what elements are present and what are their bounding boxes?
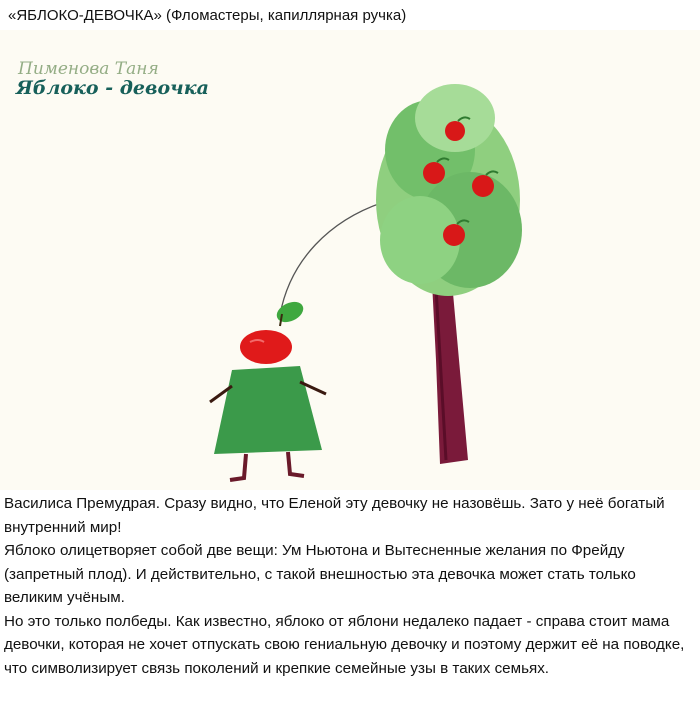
drawing-signature: Яблоко - девочка (16, 77, 209, 99)
drawing-svg (0, 30, 700, 490)
caption-paragraph-1: Василиса Премудрая. Сразу видно, что Еленой эту девочку не назовёшь. Зато у неё богатый внутренний мир! (4, 495, 665, 536)
caption-paragraph-2: Яблоко олицетворяет собой две вещи: Ум Ньютона и Вытесненные желания по Фрейду (запретный плод). И действительно, с такой внешностью эта девочка может стать только великим учёным. (4, 542, 636, 606)
page-title (8, 6, 406, 26)
title-main: «ЯБЛОКО-ДЕВОЧКА» (8, 7, 162, 24)
child-drawing (0, 30, 700, 490)
girl-apple-head (240, 330, 292, 364)
paper-background (0, 30, 700, 490)
caption-paragraph-3: Но это только полбеды. Как известно, яблоко от яблони недалеко падает - справа стоит мама девочки, которая не хочет отпускать свою гениальную девочку и поэтому держит её на поводке, что символизирует связь поколений и крепкие семейные узы в таких семьях. (4, 612, 685, 677)
author-signature: Пименова Таня (18, 59, 159, 79)
title-medium: (Фломастеры, капиллярная ручка) (166, 7, 407, 24)
caption-text (4, 492, 696, 680)
